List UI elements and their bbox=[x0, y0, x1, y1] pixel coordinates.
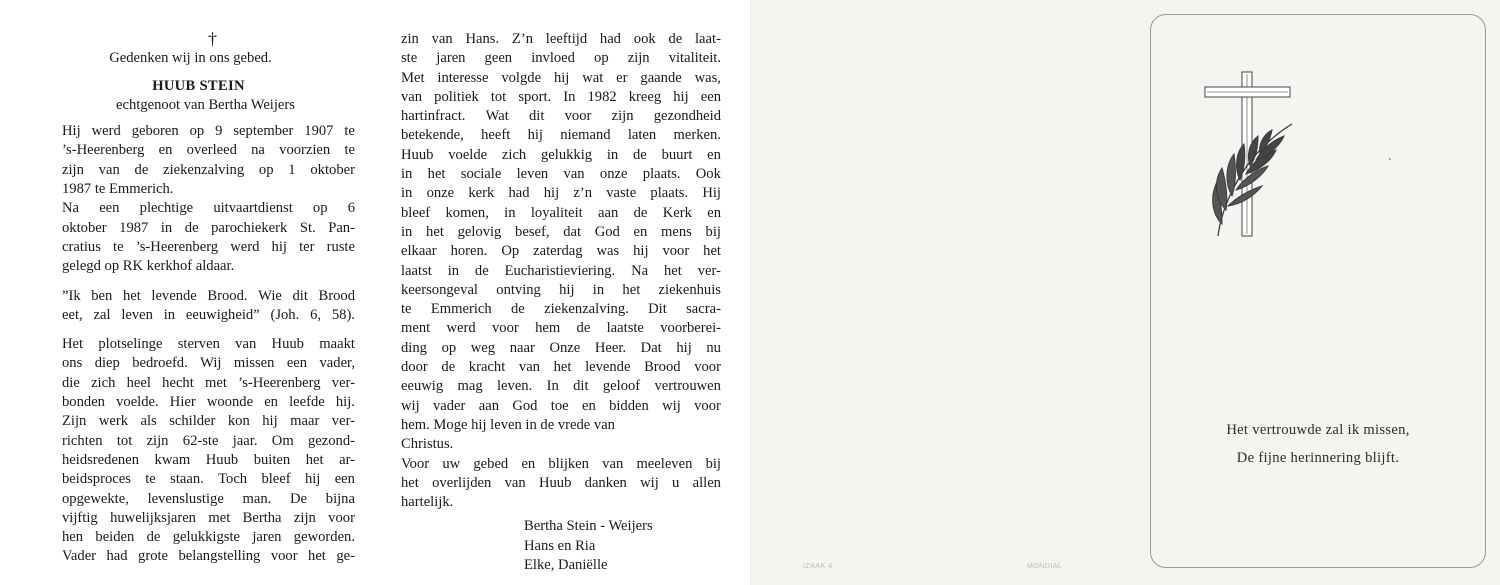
text-line: Bertha Stein - Weijers bbox=[524, 518, 653, 535]
text-line: ons diep bedroefd. Wij missen een vader, bbox=[62, 355, 355, 372]
verse-line-2: De fijne herinnering blijft. bbox=[1236, 450, 1400, 466]
text-line: ste jaren geen invloed op zijn vitaliteit. bbox=[401, 50, 721, 67]
text-line: cratius te ’s-Heerenberg werd hij ter ruste bbox=[62, 238, 355, 255]
memorial-continuation bbox=[401, 30, 721, 512]
text-line: hem. Moge hij leven in de vrede van bbox=[401, 416, 615, 433]
text-line: eeuwig mag leven. In dit geloof vertrouwen bbox=[401, 378, 721, 395]
text-line: Huub voelde zich gelukkig in de buurt en bbox=[401, 146, 721, 163]
signatures bbox=[401, 517, 721, 575]
text-line: hen beiden de gelukkigste jaren geworden. bbox=[62, 529, 355, 546]
text-line: het overlijden van Huub danken wij u allen bbox=[401, 474, 721, 491]
verse-line-1: Het vertrouwde zal ik missen, bbox=[1226, 422, 1410, 438]
spouse-line: echtgenoot van Bertha Weijers bbox=[116, 96, 295, 113]
text-line: keersongeval ontving hij in het ziekenhuis bbox=[401, 281, 721, 298]
left-text-column bbox=[62, 30, 355, 567]
text-line: wij vader aan God toe en bidden wij voor bbox=[401, 397, 721, 414]
text-line: ment werd voor hem de laatste voorberei- bbox=[401, 320, 721, 337]
text-line: Het plotselinge sterven van Huub maakt bbox=[62, 336, 355, 353]
text-line: Zijn werk als schilder kon hij maar ver- bbox=[62, 413, 355, 430]
text-line: Hans en Ria bbox=[524, 537, 596, 554]
text-line: ”Ik ben het levende Brood. Wie dit Brood bbox=[62, 287, 355, 304]
prayer-line: Gedenken wij in ons gebed. bbox=[109, 50, 272, 67]
text-line: in het sociale leven van onze plaats. Ook bbox=[401, 166, 721, 183]
text-line: vijftig huwelijksjaren met Bertha zijn voor bbox=[62, 509, 355, 526]
birth-death-paragraph bbox=[62, 122, 355, 199]
memorial-paragraph bbox=[62, 335, 355, 567]
text-line: oktober 1987 in de parochiekerk St. Pan- bbox=[62, 219, 355, 236]
text-line: betekende, heeft hij niemand laten merken. bbox=[401, 127, 721, 144]
front-verse bbox=[1150, 416, 1486, 472]
text-line: gelegd op RK kerkhof aldaar. bbox=[62, 258, 235, 275]
text-line: ’s-Heerenberg en overleed na voorzien te bbox=[62, 142, 355, 159]
text-line: Hij werd geboren op 9 september 1907 te bbox=[62, 123, 355, 140]
text-line: opgewekte, levenslustige man. De bijna bbox=[62, 490, 355, 507]
text-line: zin van Hans. Z’n leeftijd had ook de laat- bbox=[401, 31, 721, 47]
text-line: bleef komen, in loyaliteit aan de Kerk en bbox=[401, 204, 721, 221]
fold-line bbox=[750, 0, 751, 585]
text-line: richten tot zijn 62-ste jaar. Om gezond- bbox=[62, 432, 355, 449]
text-line: hartelijk. bbox=[401, 494, 454, 511]
text-line: Vader had grote belangstelling voor het ge- bbox=[62, 548, 355, 565]
card-frame bbox=[1150, 14, 1486, 568]
text-line: Voor uw gebed en blijken van meeleven bij bbox=[401, 455, 721, 472]
text-line: Na een plechtige uitvaartdienst op 6 bbox=[62, 200, 355, 217]
text-line: bonden voelde. Hier woonde en leefde hij. bbox=[62, 394, 355, 411]
back-cover-panel bbox=[750, 0, 1125, 585]
text-line: van politiek tot sport. In 1982 kreeg hij een bbox=[401, 88, 721, 105]
text-line: Elke, Daniëlle bbox=[524, 557, 608, 574]
paper-speck bbox=[1389, 158, 1391, 160]
text-line: in onze kerk had hij z’n vaste plaats. Hij bbox=[401, 185, 721, 202]
text-line: heidsredenen kwam Huub buiten het ar- bbox=[62, 451, 355, 468]
text-line: die zich heel hecht met ’s-Heerenberg ver- bbox=[62, 374, 355, 391]
text-line: zijn van de ziekenzalving op 1 oktober bbox=[62, 161, 355, 178]
text-line: Met interesse volgde hij wat er gaande was, bbox=[401, 69, 721, 86]
text-line: laatst in de Eucharistieviering. Na het ver- bbox=[401, 262, 721, 279]
text-line: beidsproces te staan. Toch bleef hij een bbox=[62, 471, 355, 488]
text-line: eet, zal leven in eeuwigheid” (Joh. 6, 58). bbox=[62, 306, 355, 323]
printer-name: MONDIAL bbox=[1027, 563, 1063, 570]
text-line: hartinfract. Wat dit voor zijn gezondheid bbox=[401, 108, 721, 125]
text-line: door de kracht van het levende Brood voor bbox=[401, 359, 721, 376]
dagger-symbol: † bbox=[208, 29, 217, 49]
text-line: 1987 te Emmerich. bbox=[62, 181, 174, 198]
text-line: ding op weg naar Onze Heer. Dat hij nu bbox=[401, 339, 721, 356]
text-line: te Emmerich de ziekenzalving. Dit sacra- bbox=[401, 301, 721, 318]
middle-text-column bbox=[401, 30, 721, 575]
text-line: in het gelovig besef, dat God en mens bij bbox=[401, 223, 721, 240]
printer-code: IZAAK 4 bbox=[803, 563, 833, 570]
text-line: elkaar horen. Op zaterdag was hij voor het bbox=[401, 243, 721, 260]
text-line: Christus. bbox=[401, 436, 454, 453]
bible-quote bbox=[62, 287, 355, 326]
deceased-name: HUUB STEIN bbox=[152, 77, 245, 94]
funeral-paragraph bbox=[62, 199, 355, 276]
